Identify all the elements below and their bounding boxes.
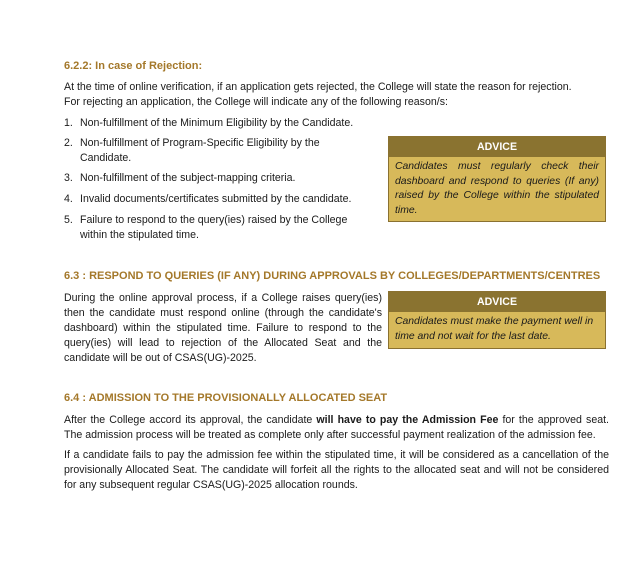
admission-fee-text-before: After the College accord its approval, the candidate: [64, 414, 317, 426]
list-item-number: 2.: [64, 137, 73, 149]
list-item-number: 1.: [64, 117, 73, 129]
advice-box-text: Candidates must regularly check their dashboard and respond to queries (If any) raised by the College within the stipulated time.: [395, 161, 599, 216]
advice-box-title: ADVICE: [389, 292, 605, 312]
section-622-heading: 6.2.2: In case of Rejection:: [64, 60, 203, 72]
list-item: [64, 171, 369, 186]
section-64-heading: 6.4 : ADMISSION TO THE PROVISIONALLY ALLOCATED SEAT: [64, 392, 388, 404]
list-item: [64, 213, 369, 243]
list-item-text: Non-fulfillment of the subject-mapping criteria.: [80, 172, 296, 184]
list-item: [64, 116, 369, 131]
advice-box-rejection: [388, 136, 606, 222]
queries-paragraph: During the online approval process, if a College raises query(ies) then the candidate must respond online (through the candidate's dashboard) within the stipulated time. Failure to respond to the query(ies) will lead to rejection of the Allocated Seat and the candidate will be out of CSAS(UG)-2025.: [64, 292, 382, 364]
list-item-number: 5.: [64, 214, 73, 226]
list-item-text: Invalid documents/certificates submitted by the candidate.: [80, 193, 352, 205]
list-item-text: Failure to respond to the query(ies) raised by the College within the stipulated time.: [80, 214, 348, 241]
advice-box-title: ADVICE: [389, 137, 605, 157]
cancellation-paragraph: If a candidate fails to pay the admission fee within the stipulated time, it will be considered as a cancellation of the provisionally Allocated Seat. The candidate will forfeit all the rights to the allocated seat and will not be considered for any subsequent regular CSAS(UG)-2025 allocation rounds.: [64, 449, 609, 491]
admission-fee-paragraph: [64, 413, 609, 443]
admission-fee-emphasis: will have to pay the Admission Fee: [316, 414, 499, 426]
rejection-intro-line2: For rejecting an application, the College will indicate any of the following reason/s:: [64, 96, 448, 108]
list-item-text: Non-fulfillment of the Minimum Eligibility by the Candidate.: [80, 117, 354, 129]
list-item: [64, 192, 369, 207]
rejection-intro-line1: At the time of online verification, if an application gets rejected, the College will state the reason for rejection.: [64, 81, 572, 93]
section-63-heading: 6.3 : RESPOND TO QUERIES (IF ANY) DURING APPROVALS BY COLLEGES/DEPARTMENTS/CENTRES: [64, 270, 601, 282]
list-item: [64, 136, 369, 166]
advice-box-text: Candidates must make the payment well in time and not wait for the last date.: [395, 316, 594, 342]
advice-box-payment: [388, 291, 606, 349]
list-item-number: 4.: [64, 193, 73, 205]
list-item-text: Non-fulfillment of Program-Specific Eligibility by the Candidate.: [80, 137, 320, 164]
list-item-number: 3.: [64, 172, 73, 184]
admission-fee-text-after: for the approved seat. The admission process will be treated as complete only after successful payment realization of the admission fee.: [64, 414, 609, 441]
